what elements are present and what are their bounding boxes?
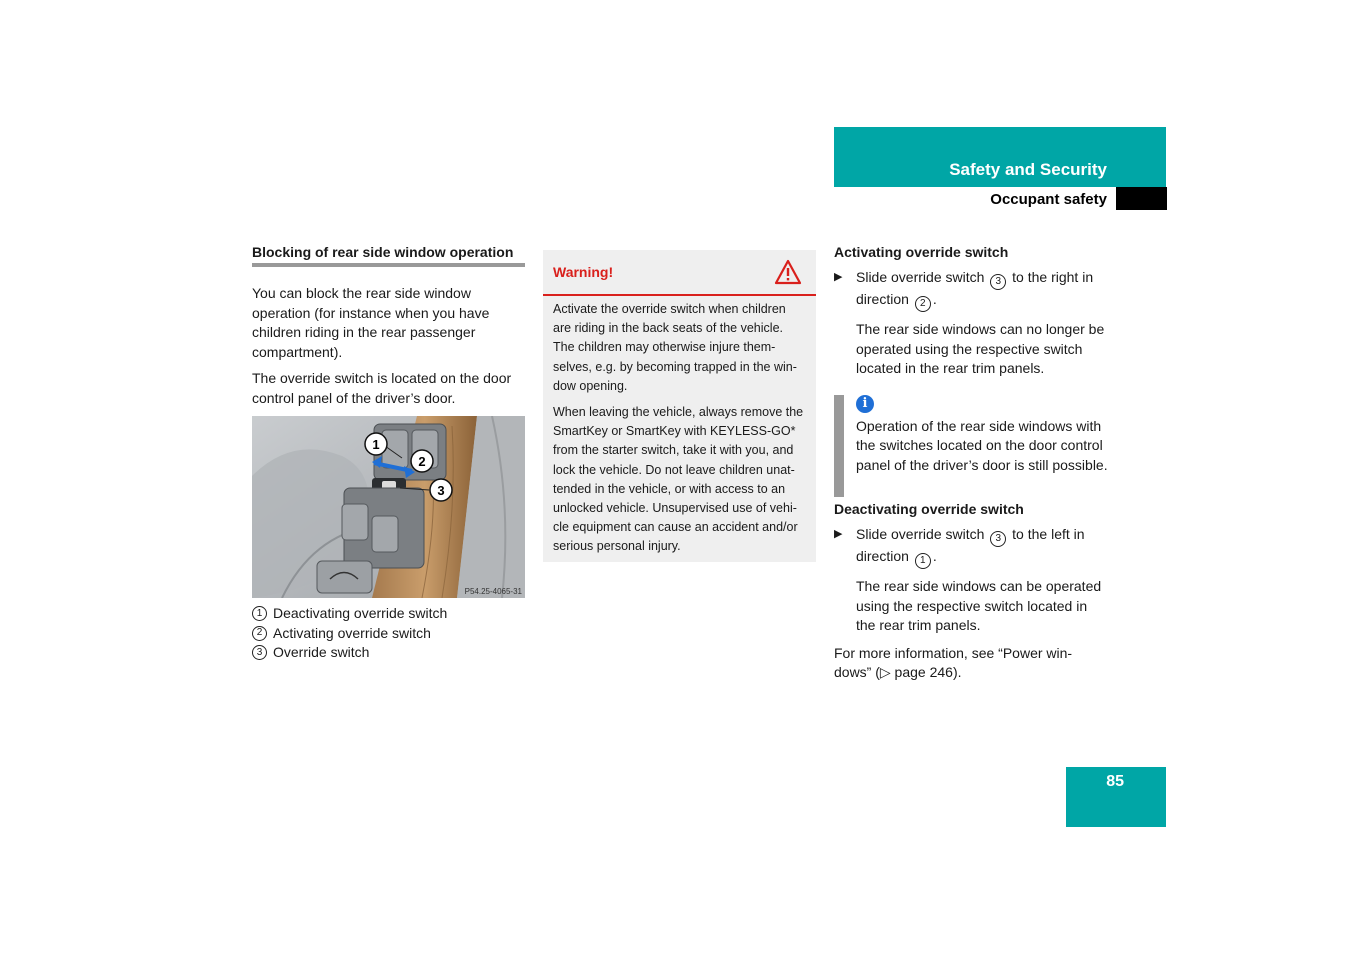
legend-item [252, 624, 525, 644]
activating-heading: Activating override switch [834, 244, 1009, 260]
warning-triangle-icon [774, 259, 802, 285]
step-text: to the right in direction [856, 269, 1094, 307]
warning-box [543, 250, 816, 562]
step-number: 2 [915, 296, 931, 312]
callout-3 [430, 479, 452, 501]
section-heading: Blocking of rear side window operation [252, 244, 525, 267]
legend-text: Override switch [273, 644, 370, 660]
door-control-panel-figure [252, 416, 525, 598]
subsection-title: Occupant safety [990, 191, 1107, 208]
step-number: 3 [990, 274, 1006, 290]
callout-3-label: 3 [437, 483, 445, 498]
bullet-triangle-icon: ▶ [834, 528, 843, 540]
activating-step [834, 268, 1109, 312]
warning-title: Warning! [553, 264, 614, 280]
legend-item [252, 604, 525, 624]
step-end: . [932, 291, 937, 307]
page-number: 85 [1106, 773, 1124, 790]
step-number: 1 [915, 553, 931, 569]
warning-paragraph-1: Activate the override switch when children are riding in the back seats of the vehicle. The children may otherwise injure them-selves, e.g. by becoming trapped in the win-dow opening. [553, 302, 797, 393]
left-column [252, 244, 525, 663]
step-text: Slide override switch [856, 269, 985, 285]
section-title: Safety and Security [949, 160, 1107, 179]
door-panel-illustration [252, 416, 525, 598]
info-bar [834, 395, 844, 497]
step-text: Slide override switch [856, 526, 985, 542]
legend-number: 1 [252, 606, 267, 621]
deactivating-step [834, 525, 1109, 569]
legend-number: 2 [252, 626, 267, 641]
right-column [834, 244, 1109, 683]
location-paragraph: The override switch is located on the door control panel of the driver’s door. [252, 370, 512, 406]
bullet-triangle-icon: ▶ [834, 271, 843, 283]
warning-paragraph-2: When leaving the vehicle, always remove the SmartKey or SmartKey with KEYLESS-GO* from the starter switch, take it with you, and lock the vehicle. Do not leave children unat-tended in the vehicle, or with access to an unlocked vehicle. Unsupervised use of vehi-cle equipment can cause an accident and/or serious personal injury. [553, 405, 804, 554]
deactivating-heading: Deactivating override switch [834, 501, 1024, 517]
step-number: 3 [990, 531, 1006, 547]
legend-text: Activating override switch [273, 624, 431, 641]
info-text: Operation of the rear side windows with the switches located on the door control panel of the driver’s door is still possible. [856, 417, 1108, 473]
activating-result: The rear side windows can no longer be operated using the respective switch located in the rear trim panels. [856, 321, 1105, 376]
info-icon: i [856, 395, 874, 413]
callout-2 [411, 450, 433, 472]
figure-code: P54.25-4065-31 [464, 587, 522, 596]
legend-item [252, 643, 525, 663]
warning-header [543, 250, 816, 296]
step-end: . [932, 548, 937, 564]
callout-1-label: 1 [372, 437, 380, 452]
warning-body [543, 296, 816, 557]
callout-1 [365, 433, 387, 455]
callout-2-label: 2 [418, 454, 426, 469]
legend-number: 3 [252, 645, 267, 660]
step-text: to the left in direction [856, 526, 1085, 564]
deactivating-result: The rear side windows can be operated using the respective switch located in the rear trim panels. [856, 578, 1102, 633]
more-info-reference[interactable]: For more information, see “Power win-dows” (▷ page 246). [834, 644, 1073, 680]
figure-legend [252, 604, 525, 663]
intro-paragraph: You can block the rear side window operation (for instance when you have children riding in the rear passenger compartment). [252, 285, 490, 360]
chapter-tab-marker [1116, 187, 1167, 210]
legend-text: Deactivating override switch [273, 605, 448, 621]
info-box [834, 395, 1109, 476]
